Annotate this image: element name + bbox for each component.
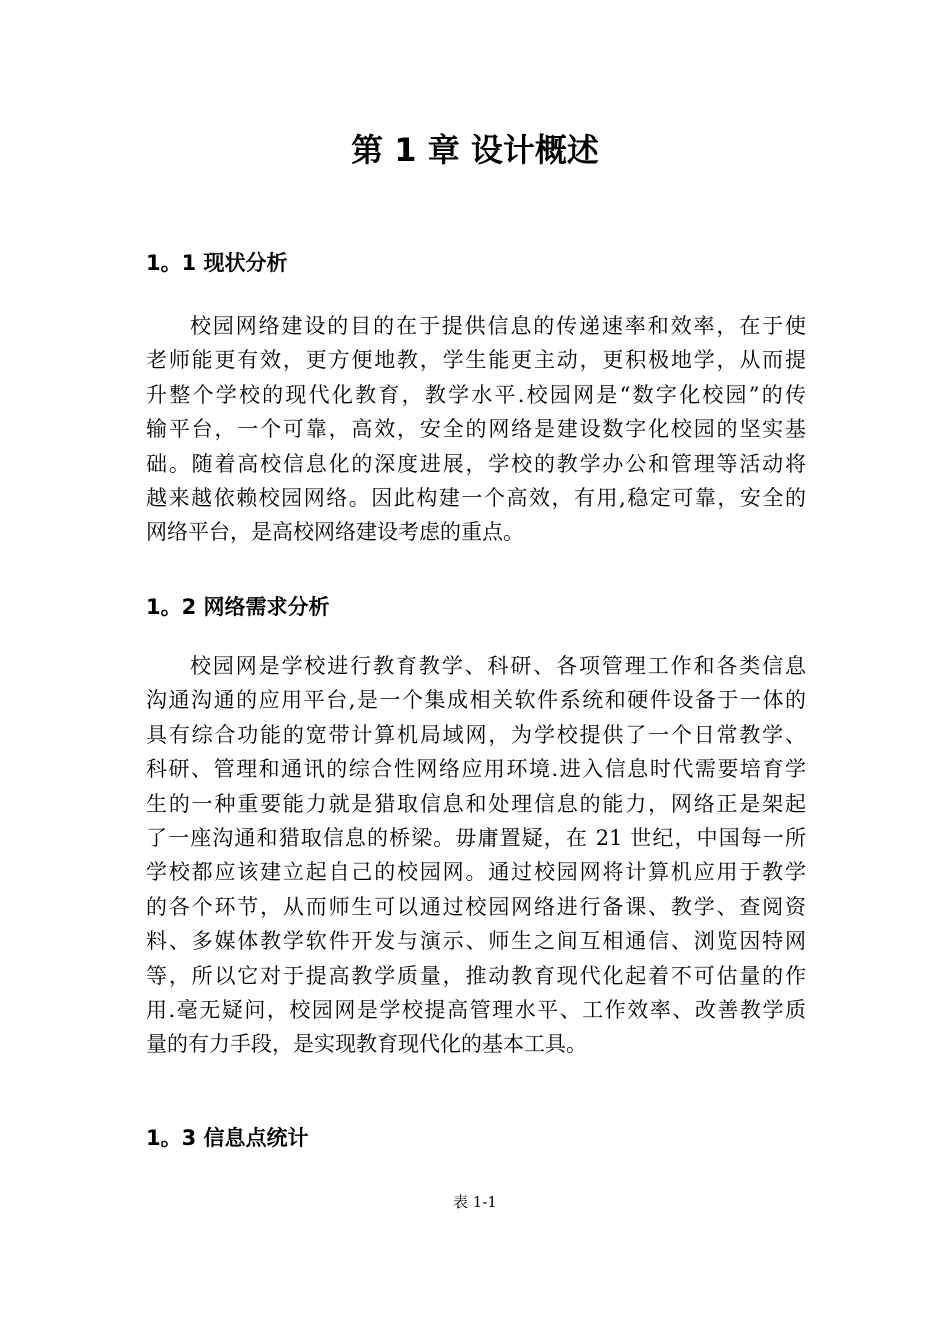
text-line: 用.毫无疑问，校园网是学校提高管理水平、工作效率、改善教学质 xyxy=(146,998,806,1023)
text-line: 等，所以它对于提高教学质量，推动教育现代化起着不可估量的作 xyxy=(146,963,806,988)
paragraph-current-status xyxy=(146,309,806,550)
text-line: 量的有力手段，是实现教育现代化的基本工具。 xyxy=(146,1032,587,1057)
chapter-title: 第 1 章 设计概述 xyxy=(351,131,599,169)
text-line: 升整个学校的现代化教育，教学水平.校园网是“数字化校园”的传 xyxy=(146,382,806,407)
text-line: 输平台，一个可靠，高效，安全的网络是建设数字化校园的坚实基 xyxy=(146,417,806,442)
section-heading-1-2: 1。2 网络需求分析 xyxy=(146,595,330,619)
text-line: 校园网是学校进行教育教学、科研、各项管理工作和各类信息 xyxy=(190,654,806,678)
text-line: 的各个环节，从而师生可以通过校园网络进行备课、教学、查阅资 xyxy=(146,894,806,919)
section-heading-1-1: 1。1 现状分析 xyxy=(146,251,288,275)
text-line: 越来越依赖校园网络。因此构建一个高效，有用,稳定可靠，安全的 xyxy=(146,486,806,511)
text-line: 科研、管理和通讯的综合性网络应用环境.进入信息时代需要培育学 xyxy=(146,757,806,782)
text-line: 沟通沟通的应用平台,是一个集成相关软件系统和硬件设备于一体的 xyxy=(146,688,806,713)
text-line: 老师能更有效，更方便地教，学生能更主动，更积极地学，从而提 xyxy=(146,348,806,373)
text-line: 网络平台，是高校网络建设考虑的重点。 xyxy=(146,520,524,545)
text-line: 了一座沟通和猎取信息的桥梁。毋庸置疑，在 21 世纪，中国每一所 xyxy=(146,826,806,851)
text-line: 料、多媒体教学软件开发与演示、师生之间互相通信、浏览因特网 xyxy=(146,929,806,954)
text-line: 础。随着高校信息化的深度进展，学校的教学办公和管理等活动将 xyxy=(146,451,806,476)
text-line: 生的一种重要能力就是猎取信息和处理信息的能力，网络正是架起 xyxy=(146,791,806,816)
paragraph-network-requirements xyxy=(146,649,806,1062)
section-heading-1-3: 1。3 信息点统计 xyxy=(146,1126,309,1150)
text-line: 校园网络建设的目的在于提供信息的传递速率和效率，在于使 xyxy=(190,314,806,338)
text-line: 具有综合功能的宽带计算机局域网，为学校提供了一个日常教学、 xyxy=(146,722,806,747)
text-line: 学校都应该建立起自己的校园网。通过校园网将计算机应用于教学 xyxy=(146,860,806,885)
table-caption: 表 1-1 xyxy=(453,1193,497,1211)
